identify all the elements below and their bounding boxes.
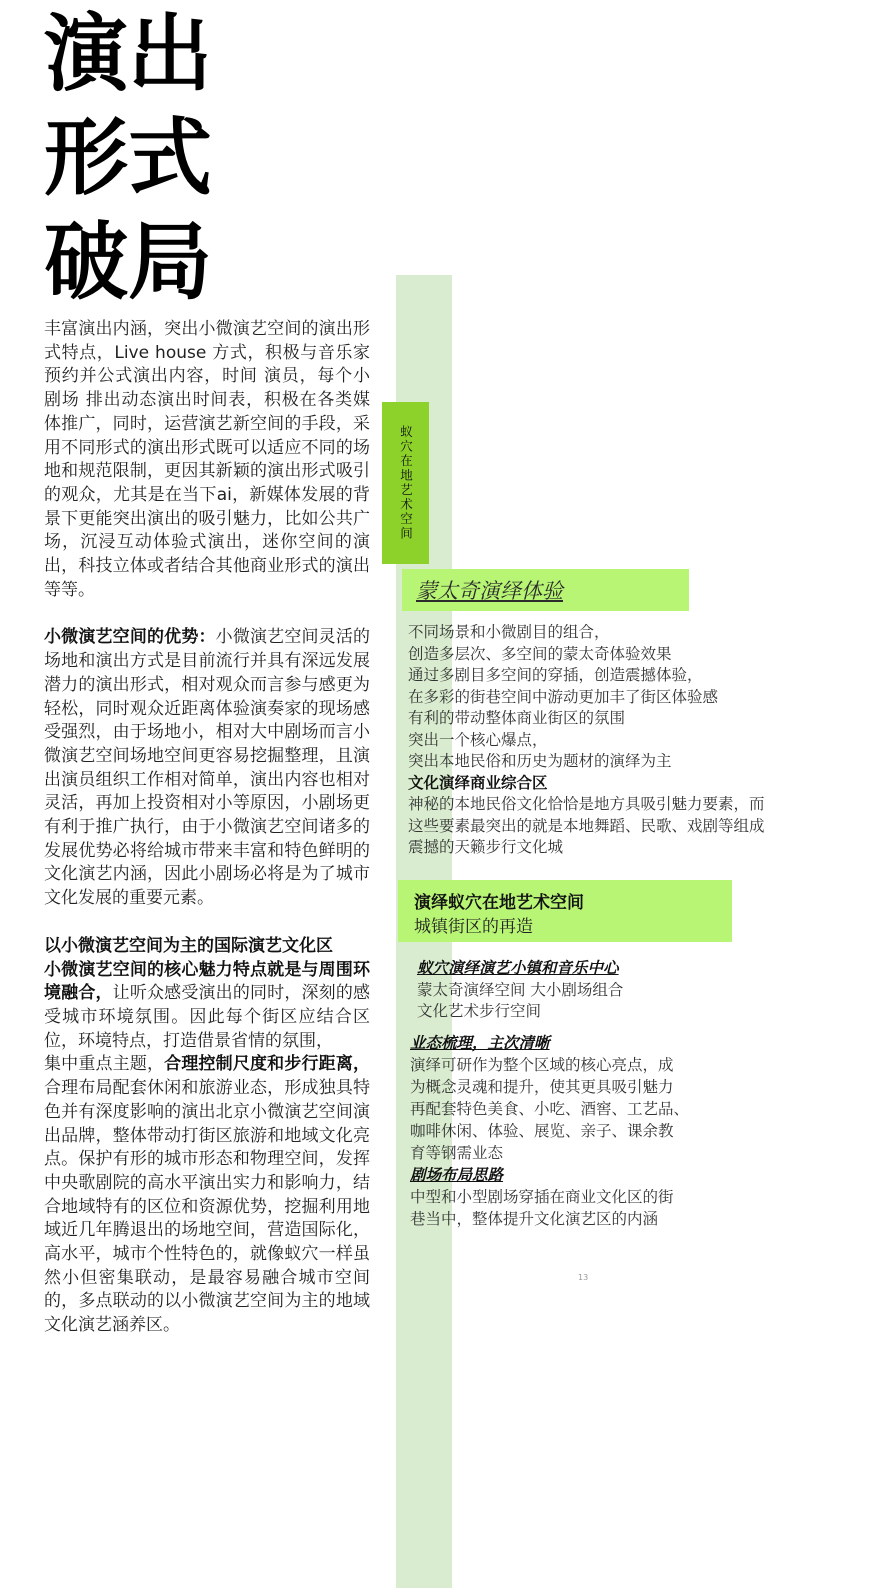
advantage-text: 小微演艺空间灵活的场地和演出方式是目前流行并具有深远发展潜力的演出形式，相对观众而言参与感更为轻松，同时观众近距离体验演奏家的现场感受强烈，由于场地小，相对大中剧场而言小微演艺空间场地空间更容易挖掘整理，且演出演员组织工作相对简单，演出内容也相对灵活，再加上投资相对小等原因，小剧场更有利于推广执行，由于小微演艺空间诸多的发展优势必将给城市带来丰富和特色鲜明的文化演艺内涵，因此小剧场必将是为了城市文化发展的重要元素。 [44, 627, 371, 909]
commerce-line: 这些要素最突出的就是本地舞蹈、民歌、戏剧等组成 [408, 816, 765, 835]
music-center-heading: 蚁穴演绎演艺小镇和音乐中心 [417, 959, 619, 977]
business-line: 育等钢需业态 [410, 1144, 504, 1162]
montage-line: 突出本地民俗和历史为题材的演绎为主 [408, 752, 672, 770]
music-center-line: 蒙太奇演绎空间 大小剧场组合 [417, 980, 624, 999]
theme-text: 集中重点主题， [44, 1054, 165, 1075]
core-charm-text: 让听众感受演出的同时，深刻的感受城市环境氛围。因此每个街区应结合区位，环境特点，打造借景省情的氛围， [44, 983, 371, 1051]
montage-banner [402, 569, 689, 611]
ant-space-banner [398, 880, 732, 942]
business-line: 为概念灵魂和提升，使其更具吸引魅力 [410, 1078, 674, 1096]
district-heading-text: 以小微演艺空间为主的国际演艺文化区 [44, 935, 333, 956]
business-block [410, 1032, 850, 1230]
left-column [44, 318, 370, 1338]
montage-line: 创造多层次、多空间的蒙太奇体验效果 [408, 644, 672, 663]
commerce-line: 神秘的本地民俗文化恰恰是地方具吸引魅力要素，而 [408, 795, 765, 813]
ant-space-banner-subtitle: 城镇街区的再造 [414, 917, 533, 937]
business-line: 再配套特色美食、小吃、酒窖、工艺品、 [410, 1100, 690, 1118]
montage-block [408, 622, 848, 859]
commerce-heading: 文化演绎商业综合区 [408, 773, 548, 792]
theatre-layout-heading: 剧场布局思路 [410, 1166, 504, 1184]
montage-line: 有利的带动整体商业街区的氛围 [408, 709, 626, 727]
advantage-heading: 小微演艺空间的优势： [44, 627, 216, 648]
commerce-line: 震撼的天籁步行文化城 [408, 838, 564, 856]
advantage-paragraph [44, 626, 370, 910]
business-line: 演绎可研作为整个区域的核心亮点，成 [410, 1056, 674, 1074]
core-charm-bold: 小微演艺空间的核心魅力特点就是与周围环境融合， [44, 959, 370, 1004]
montage-line: 在多彩的街巷空间中游动更加丰了街区体验感 [408, 687, 719, 706]
scale-bold: 合理控制尺度和步行距离， [164, 1054, 371, 1075]
montage-line: 不同场景和小微剧目的组合， [408, 623, 610, 641]
district-paragraph [44, 959, 370, 1338]
montage-line: 通过多剧目多空间的穿插，创造震撼体验， [408, 666, 703, 684]
layout-text: 合理布局配套休闲和旅游业态，形成独具特色并有深度影响的演出北京小微演艺空间演出品牌，整体带动打街区旅游和地域文化亮点。 [44, 1078, 370, 1170]
title-line-3: 破局 [44, 213, 213, 311]
title-line-2: 形式 [44, 109, 213, 207]
theatre-layout-line: 中型和小型剧场穿插在商业文化区的街 [410, 1188, 674, 1206]
ant-space-banner-title: 演绎蚁穴在地艺术空间 [414, 893, 584, 913]
montage-line: 突出一个核心爆点， [408, 730, 548, 749]
theatre-layout-line: 巷当中，整体提升文化演艺区的内涵 [410, 1210, 659, 1228]
protect-text: 保护有形的城市形态和物理空间，发挥中央歌剧院的高水平演出实力和影响力，结合地域特有的区位和资源优势，挖掘利用地域近几年腾退出的场地空间，营造国际化，高水平，城市个性特色的，就像蚁穴一样虽然小但密集联动，是最容易融合城市空间的，多点联动的以小微演艺空间为主的地域文化演艺涵养区。 [44, 1149, 371, 1336]
page-number: 13 [578, 1273, 589, 1282]
district-heading [44, 935, 370, 959]
music-center-line: 文化艺术步行空间 [417, 1002, 542, 1020]
vertical-tag-text: 蚁穴在地艺术空间 [398, 425, 414, 541]
business-line: 咖啡休闲、体验、展览、亲子、课余教 [410, 1122, 674, 1140]
page-title [44, 2, 212, 314]
business-heading: 业态梳理，主次清晰 [410, 1034, 550, 1052]
intro-paragraph: 丰富演出内涵，突出小微演艺空间的演出形式特点，Live house 方式，积极与音乐家预约并公式演出内容，时间 演员，每个小剧场 排出动态演出时间表，积极在各类媒体推广，同时，运营演艺新空间的手段，采用不同形式的演出形式既可以适应不同的场地和规范限制，更因其新颖的演出形式吸引的观众，尤其是在当下ai，新媒体发展的背景下更能突出演出的吸引魅力，比如公共广场，沉浸互动体验式演出，迷你空间的演出，科技立体或者结合其他商业形式的演出等等。 [44, 319, 370, 600]
music-center-block [417, 958, 857, 1023]
title-line-1: 演出 [44, 5, 213, 103]
vertical-tag [382, 402, 429, 564]
montage-banner-text: 蒙太奇演绎体验 [416, 579, 563, 603]
